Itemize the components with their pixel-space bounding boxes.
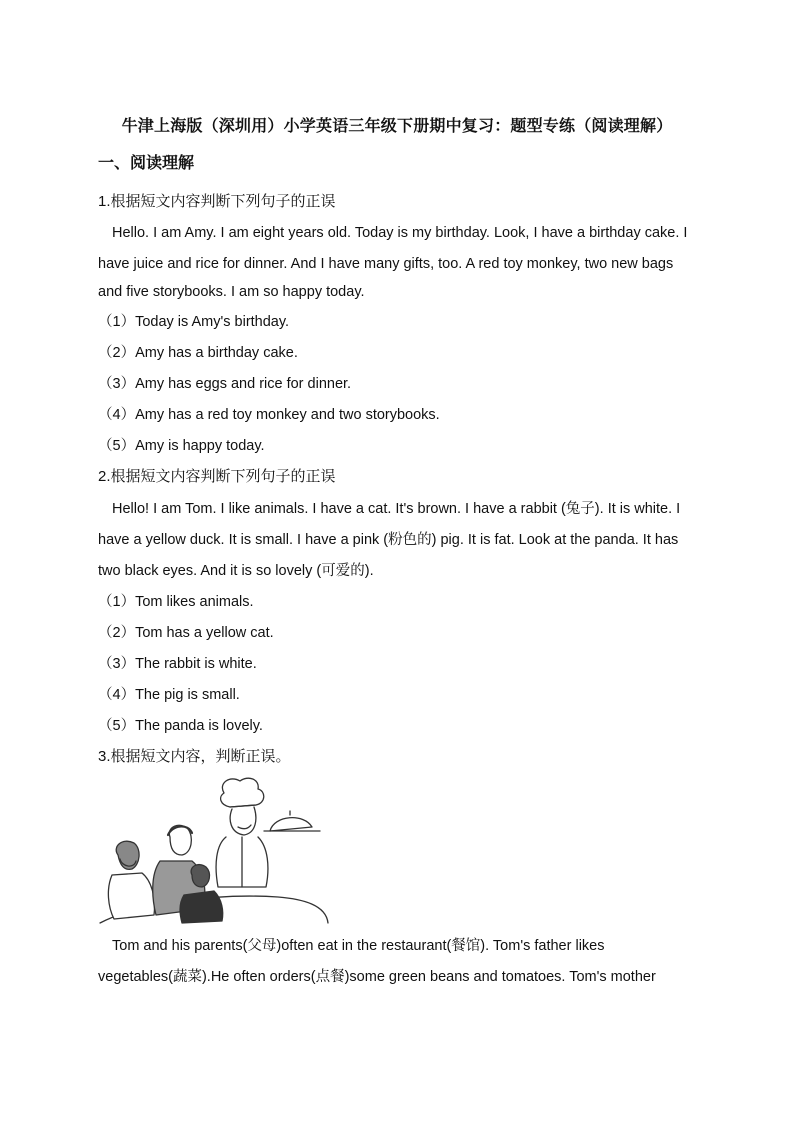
q3-passage-line: Tom and his parents(父母)often eat in the restaurant(餐馆). Tom's father likes	[112, 938, 605, 954]
q1-item: （4）Amy has a red toy monkey and two storybooks.	[98, 407, 440, 423]
q2-passage-line: have a yellow duck. It is small. I have a pink (粉色的) pig. It is fat. Look at the panda. It has	[98, 532, 679, 548]
q1-passage-line: Hello. I am Amy. I am eight years old. Today is my birthday. Look, I have a birthday cake. I	[112, 225, 688, 241]
q2-passage-line: Hello! I am Tom. I like animals. I have a cat. It's brown. I have a rabbit (兔子). It is white. I	[112, 501, 681, 517]
q3-heading: 3.根据短文内容，判断正误。	[98, 748, 291, 765]
document-title: 牛津上海版（深圳用）小学英语三年级下册期中复习：题型专练（阅读理解）	[121, 118, 673, 135]
q1-heading: 1.根据短文内容判断下列句子的正误	[98, 193, 336, 210]
q1-item: （3）Amy has eggs and rice for dinner.	[98, 376, 352, 392]
q2-item: （3）The rabbit is white.	[98, 656, 257, 672]
q1-item: （1）Today is Amy's birthday.	[98, 314, 290, 330]
section-heading: 一、阅读理解	[98, 155, 195, 172]
q1-item: （5）Amy is happy today.	[98, 438, 265, 454]
q2-item: （5）The panda is lovely.	[98, 718, 263, 734]
q2-item: （1）Tom likes animals.	[98, 594, 254, 610]
q1-passage-line: have juice and rice for dinner. And I have many gifts, too. A red toy monkey, two new bags	[98, 256, 674, 272]
q2-heading: 2.根据短文内容判断下列句子的正误	[98, 468, 336, 485]
q2-passage-line: two black eyes. And it is so lovely (可爱的).	[98, 563, 374, 579]
q2-item: （2）Tom has a yellow cat.	[98, 625, 274, 641]
q1-item: （2）Amy has a birthday cake.	[98, 345, 298, 361]
q1-passage-line: and five storybooks. I am so happy today.	[98, 284, 365, 300]
q2-item: （4）The pig is small.	[98, 687, 240, 703]
restaurant-illustration	[98, 775, 330, 925]
q3-passage-line: vegetables(蔬菜).He often orders(点餐)some green beans and tomatoes. Tom's mother	[98, 969, 656, 985]
